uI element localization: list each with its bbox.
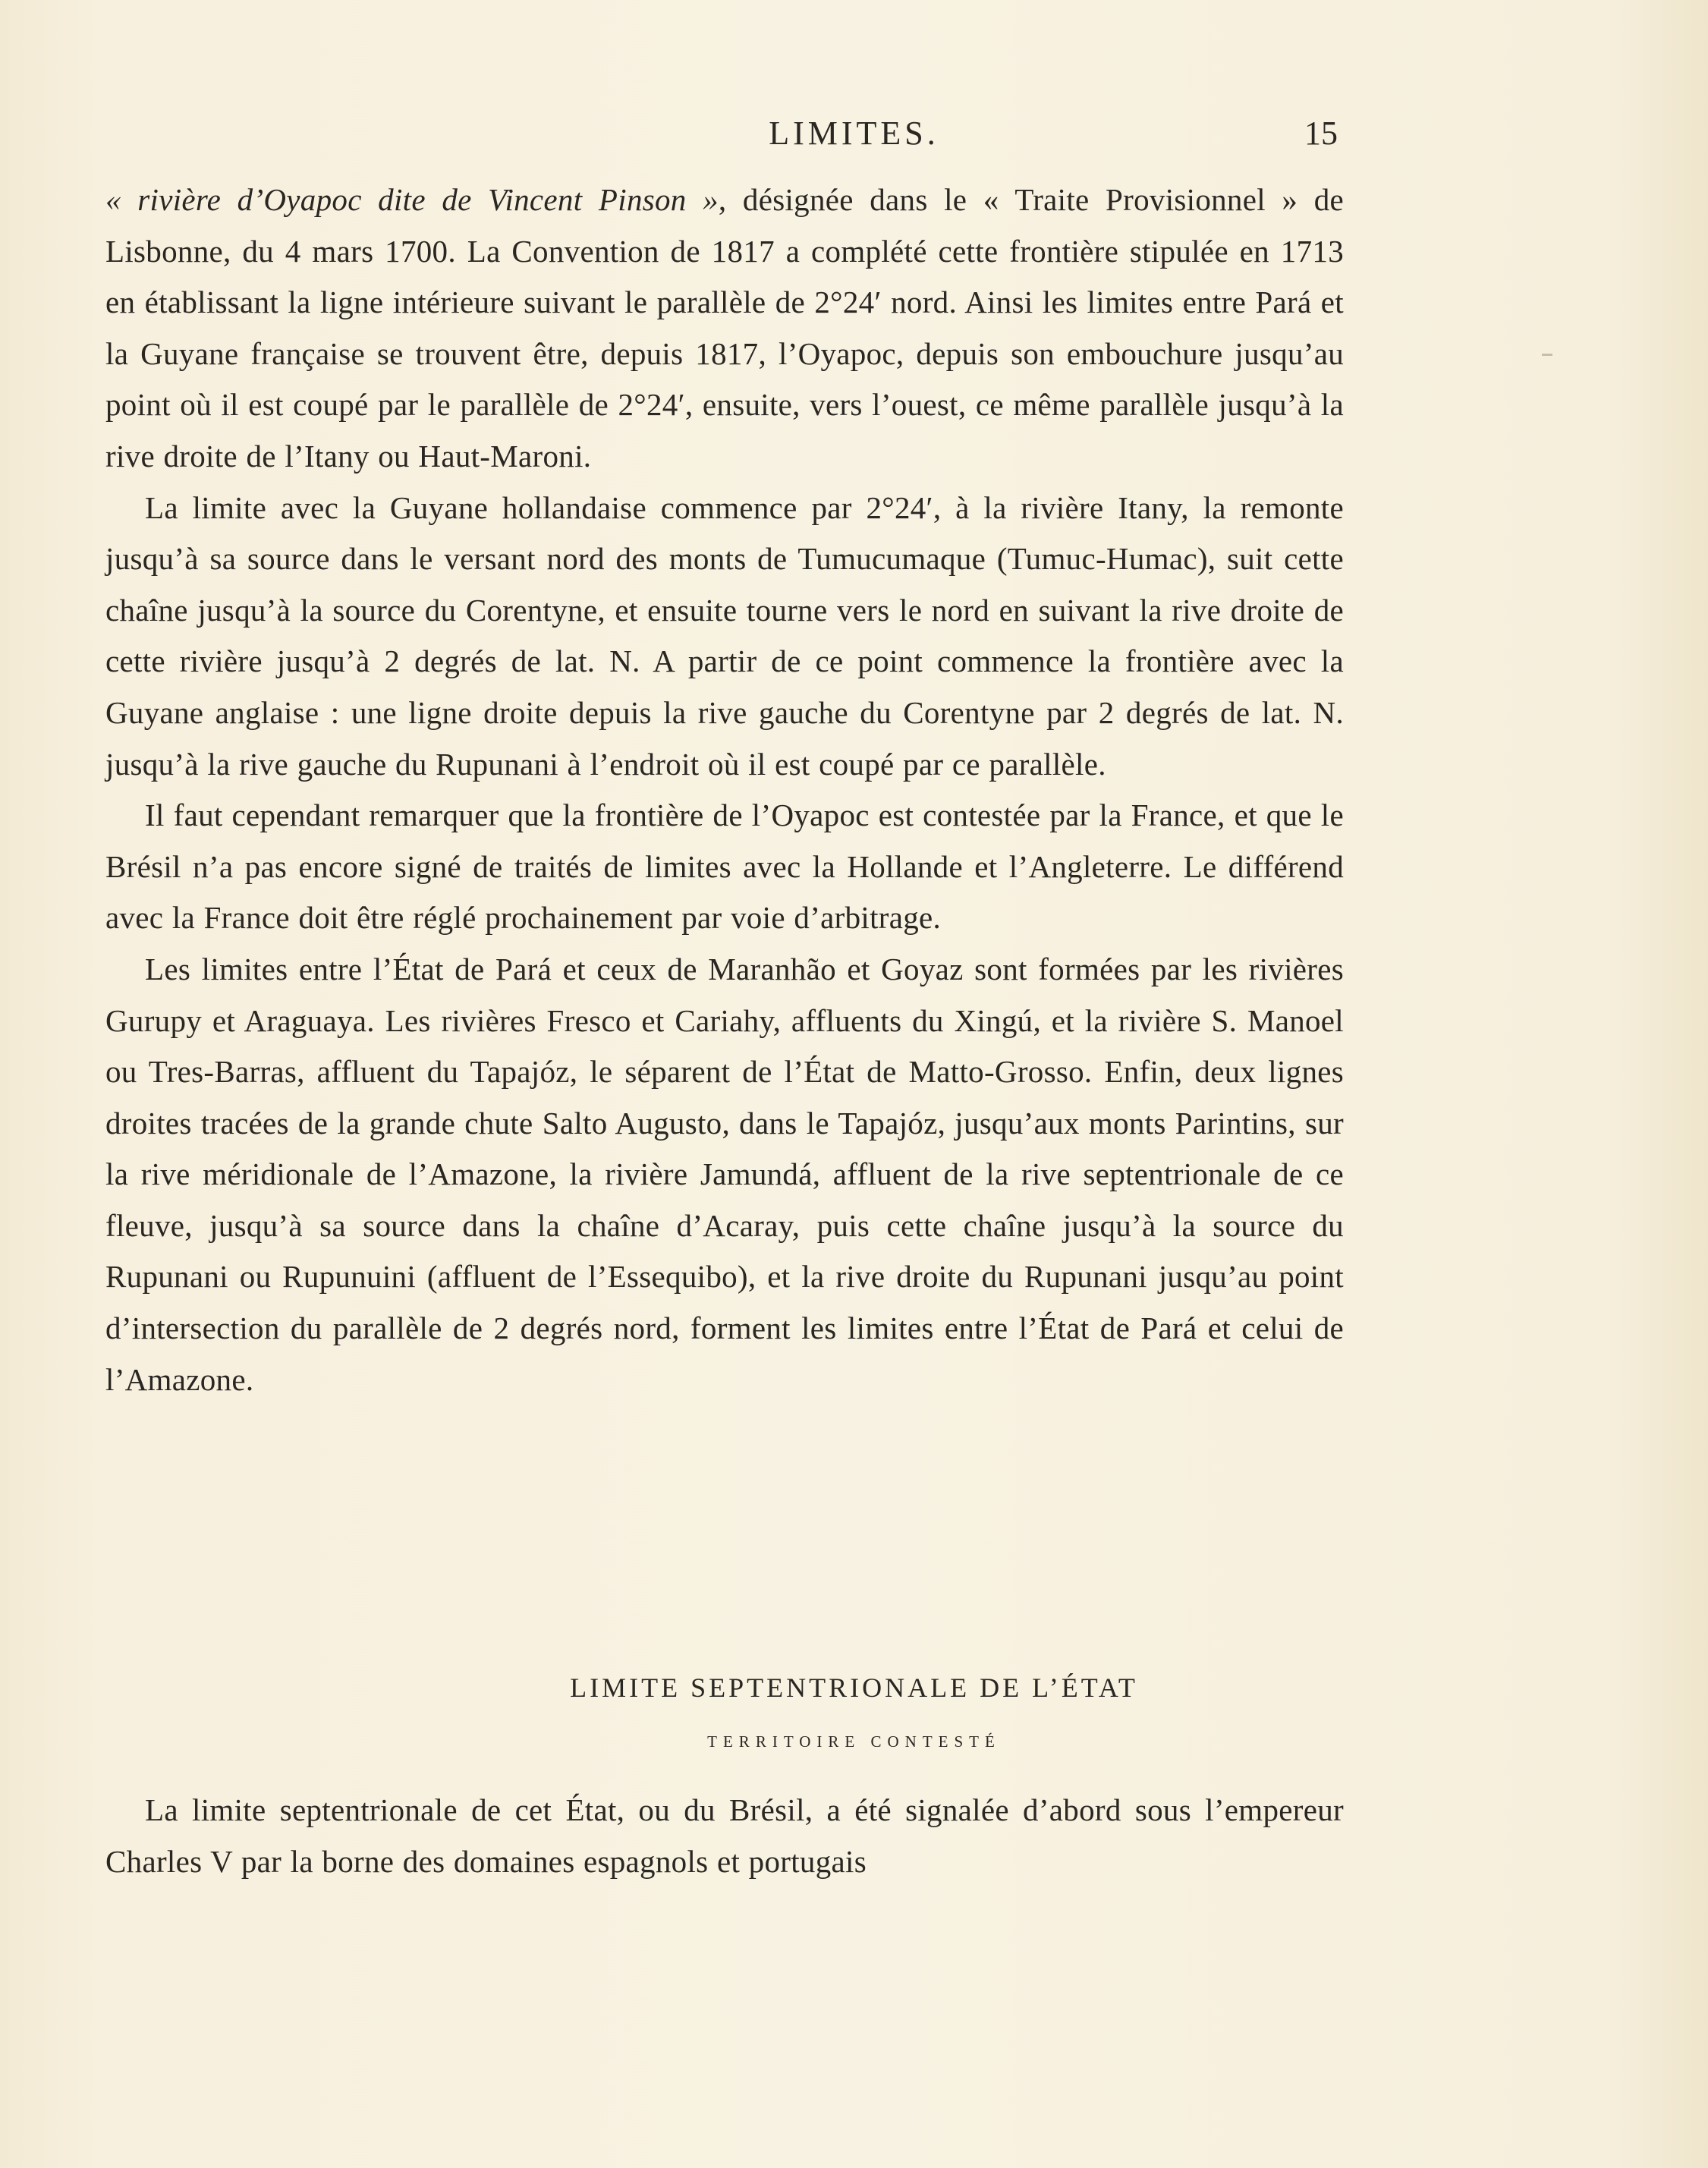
- section-subheading: TERRITOIRE CONTESTÉ: [707, 1732, 1001, 1751]
- paragraph-4: Les limites entre l’État de Pará et ceux de Maranhão et Goyaz sont formées par les rivières Gurupy et Araguaya. Les rivières Fresco et Cariahy, affluents du Xingú, et la rivière S. Manoel ou Tres-Barras, affluent du Tapajóz, le séparent de l’État de Matto-Grosso. Enfin, deux lignes droites tracées de la grande chute Salto Augusto, dans le Tapajóz, jusqu’aux monts Parintins, sur la rive méridionale de l’Amazone, la rivière Jamundá, affluent de la rive septentrionale de ce fleuve, jusqu’à sa source dans la chaîne d’Acaray, puis cette chaîne jusqu’à la source du Rupunani ou Rupunuini (affluent de l’Essequibo), et la rive droite du Rupunani jusqu’au point d’intersection du parallèle de 2 degrés nord, forment les limites entre l’État de Pará et celui de l’Amazone.: [105, 951, 1344, 1397]
- section-body-text: [105, 1785, 1344, 1887]
- paragraph-1: [105, 175, 1344, 483]
- section-paragraph: La limite septentrionale de cet État, ou du Brésil, a été signalée d’abord sous l’empereur Charles V par la borne des domaines espagnols et portugais: [105, 1792, 1344, 1879]
- body-text: [105, 175, 1344, 1405]
- running-title: LIMITES.: [769, 115, 939, 152]
- paragraph-1-italic-lead: « rivière d’Oyapoc dite de Vincent Pinson »: [105, 182, 719, 217]
- paragraph-2: La limite avec la Guyane hollandaise commence par 2°24′, à la rivière Itany, la remonte jusqu’à sa source dans le versant nord des monts de Tumucumaque (Tumuc-Humac), suit cette chaîne jusqu’à la source du Corentyne, et ensuite tourne vers le nord en suivant la rive droite de cette rivière jusqu’à 2 degrés de lat. N. A partir de ce point commence la frontière avec la Guyane anglaise : une ligne droite depuis la rive gauche du Corentyne par 2 degrés de lat. N. jusqu’à la rive gauche du Rupunani à l’endroit où il est coupé par ce parallèle.: [105, 489, 1344, 782]
- margin-mark: [1542, 354, 1552, 356]
- running-header: [0, 112, 1708, 158]
- page-number: 15: [1304, 115, 1338, 152]
- paragraph-1-text: , désignée dans le « Traite Provisionnel » de Lisbonne, du 4 mars 1700. La Convention de 1817 a complété cette frontière stipulée en 1713 en établissant la ligne intérieure suivant le parallèle de 2°24′ nord. Ainsi les limites entre Pará et la Guyane française se trouvent être, depuis 1817, l’Oyapoc, depuis son embouchure jusqu’au point où il est coupé par le parallèle de 2°24′, ensuite, vers l’ouest, ce même parallèle jusqu’à la rive droite de l’Itany ou Haut-Maroni.: [105, 182, 1344, 474]
- section-heading: LIMITE SEPTENTRIONALE DE L’ÉTAT: [570, 1672, 1138, 1703]
- paragraph-3: Il faut cependant remarquer que la frontière de l’Oyapoc est contestée par la France, et que le Brésil n’a pas encore signé de traités de limites avec la Hollande et l’Angleterre. Le différend avec la France doit être réglé prochainement par voie d’arbitrage.: [105, 798, 1344, 936]
